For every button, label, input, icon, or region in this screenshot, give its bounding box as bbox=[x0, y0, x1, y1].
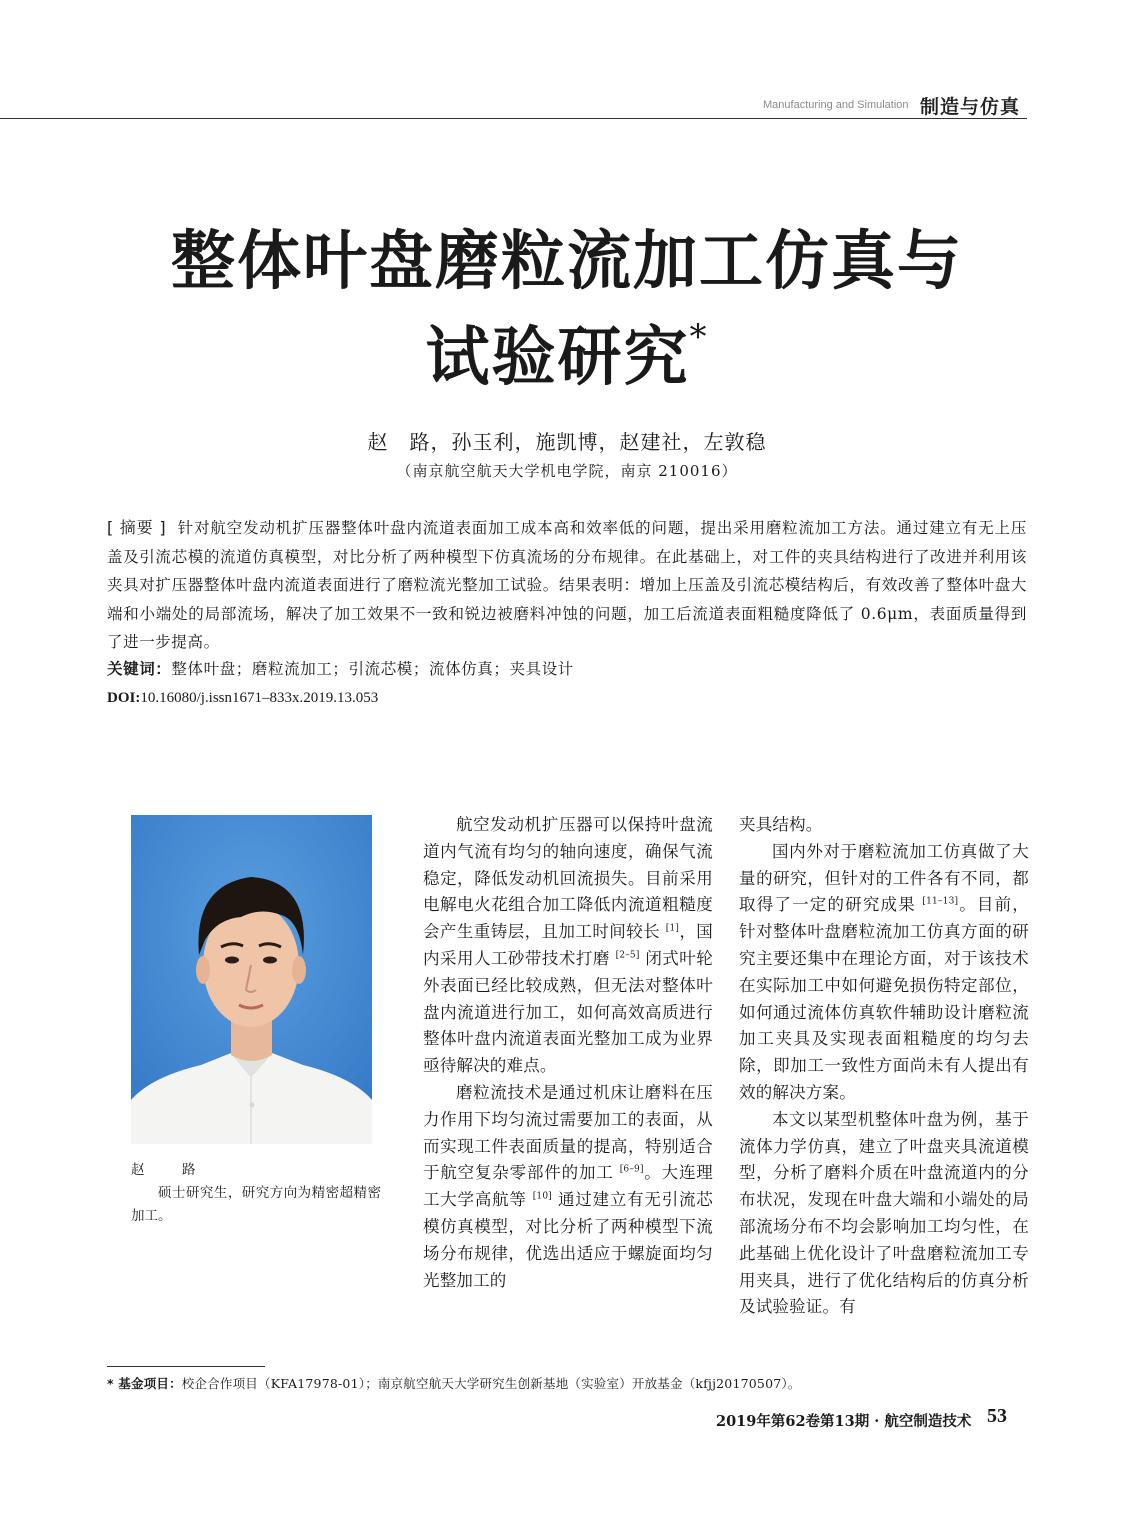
running-header-english: Manufacturing and Simulation bbox=[763, 99, 909, 111]
funding-footnote bbox=[107, 1374, 801, 1392]
doi bbox=[107, 684, 1027, 712]
running-header-section: 制造与仿真 bbox=[920, 96, 1021, 118]
keywords-text: 整体叶盘；磨粒流加工；引流芯模；流体仿真；夹具设计 bbox=[171, 660, 574, 678]
author-bio: 硕士研究生，研究方向为精密超精密加工。 bbox=[131, 1185, 381, 1224]
reference-mark: [10] bbox=[532, 1191, 552, 1202]
journal-citation: 2019年第62卷第13期 · 航空制造技术 bbox=[716, 1413, 972, 1430]
body-paragraph: 夹具结构。 bbox=[739, 815, 823, 834]
body-paragraph bbox=[423, 812, 713, 1080]
paper-title-line-1: 整体叶盘磨粒流加工仿真与 bbox=[171, 224, 963, 299]
author-photo bbox=[131, 815, 372, 1144]
doi-label: DOI: bbox=[107, 690, 141, 706]
footnote-text: 校企合作项目（KFA17978-01）；南京航空航天大学研究生创新基地（实验室）开放基金（kfjj20170507）。 bbox=[181, 1376, 801, 1391]
reference-mark: [1] bbox=[665, 923, 680, 934]
body-text: 闭式叶轮外表面已经比较成熟，但无法对整体叶盘内流道进行加工，如何高效高质进行整体叶盘内流道表面光整加工成为业界亟待解决的难点。 bbox=[423, 948, 713, 1076]
author-name: 赵 路 bbox=[131, 1162, 208, 1178]
abstract-label: [ 摘要 ] bbox=[107, 518, 167, 537]
reference-mark: [6–9] bbox=[619, 1164, 644, 1175]
abstract-text: 针对航空发动机扩压器整体叶盘内流道表面加工成本高和效率低的问题，提出采用磨粒流加工方法。通过建立有无上压盖及引流芯模的流道仿真模型，对比分析了两种模型下仿真流场的分布规律。在此基础上，对工件的夹具结构进行了改进并利用该夹具对扩压器整体叶盘内流道表面进行了磨粒流光整加工试验。结果表明：增加上压盖及引流芯模结构后，有效改善了整体叶盘大端和小端处的局部流场，解决了加工效果不一致和锐边被磨料冲蚀的问题，加工后流道表面粗糙度降低了 0.6μm，表面质量得到了进一步提高。 bbox=[107, 519, 1027, 651]
body-paragraph bbox=[739, 839, 1029, 1107]
body-column-right bbox=[739, 812, 1029, 1321]
reference-mark: [2–5] bbox=[615, 950, 640, 961]
page-number: 53 bbox=[987, 1405, 1007, 1427]
funding-mark: * bbox=[689, 317, 709, 357]
footnote-label: * 基金项目： bbox=[107, 1376, 182, 1391]
author-list: 赵 路，孙玉利，施凯博，赵建社，左敦稳 bbox=[367, 430, 767, 454]
keywords-label: 关键词： bbox=[107, 660, 172, 678]
body-paragraph: 本文以某型机整体叶盘为例，基于流体力学仿真，建立了叶盘夹具流道模型，分析了磨料介质在叶盘流道内的分布状况，发现在叶盘大端和小端处的局部流场分布不均会影响加工均匀性，在此基础上优化设计了叶盘磨粒流加工专用夹具，进行了优化结构后的仿真分析及试验验证。有 bbox=[739, 1109, 1029, 1317]
body-text: 磨粒流技术是通过机床让磨料在压力作用下均匀流过需要加工的表面，从而实现工件表面质量的提高，特别适合于航空复杂零部件的加工 bbox=[423, 1082, 713, 1183]
body-text: 。目前，针对整体叶盘磨粒流加工仿真方面的研究主要还集中在理论方面，对于该技术在实际加工中如何避免损伤特定部位，如何通过流体仿真软件辅助设计磨粒流加工夹具及实现表面粗糙度的均匀去除，即加工一致性方面尚未有人提出有效的解决方案。 bbox=[739, 895, 1029, 1102]
body-text: 。大连理工大学高航等 bbox=[423, 1163, 713, 1210]
author-portrait-icon bbox=[131, 815, 372, 1144]
abstract bbox=[107, 514, 1027, 657]
body-text: 国内外对于磨粒流加工仿真做了大量的研究，但针对的工件各有不同，都取得了一定的研究成果 bbox=[739, 841, 1029, 915]
body-text: ，国内采用人工砂带技术打磨 bbox=[423, 922, 713, 968]
header-rule bbox=[0, 118, 1027, 119]
body-column-left bbox=[423, 812, 713, 1294]
footnote-rule bbox=[107, 1366, 265, 1367]
body-paragraph bbox=[423, 1080, 713, 1294]
doi-value: 10.16080/j.issn1671–833x.2019.13.053 bbox=[140, 690, 379, 706]
reference-mark: [11–13] bbox=[922, 896, 959, 907]
paper-title-text: 试验研究 bbox=[425, 320, 690, 395]
paper-title-line-2 bbox=[0, 317, 1134, 395]
body-text: 通过建立有无引流芯模仿真模型，对比分析了两种模型下流场分布规律，优选出适应于螺旋面均匀光整加工的 bbox=[423, 1190, 713, 1290]
body-text: 航空发动机扩压器可以保持叶盘流道内气流有均匀的轴向速度，确保气流稳定，降低发动机回流损失。目前采用电解电火花组合加工降低内流道粗糙度会产生重铸层，且加工时间较长 bbox=[423, 815, 713, 942]
affiliation: （南京航空航天大学机电学院，南京 210016） bbox=[396, 462, 738, 480]
keywords bbox=[107, 655, 1027, 683]
